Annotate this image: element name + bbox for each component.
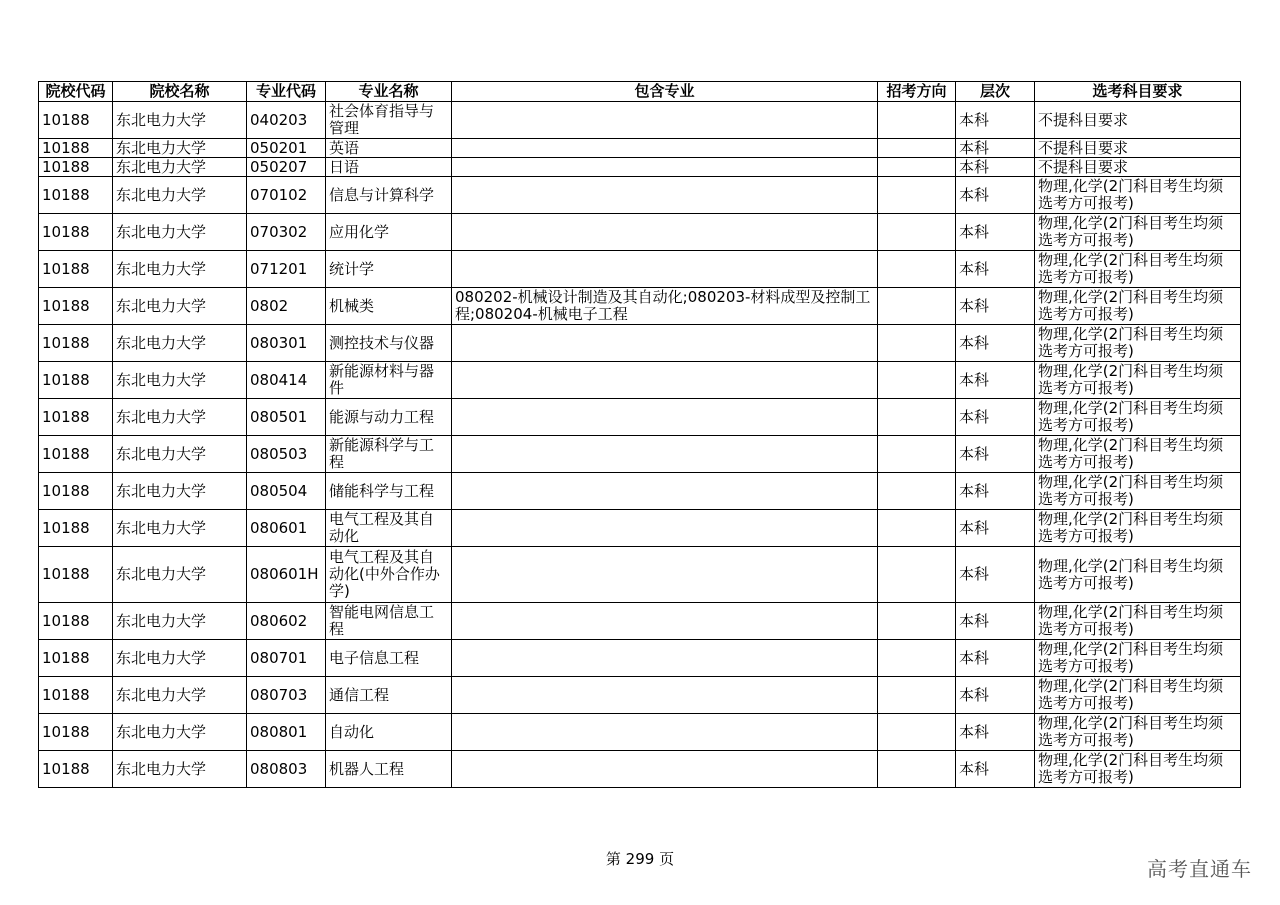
cell-school-name: 东北电力大学 [113, 399, 247, 436]
cell-included-majors [452, 102, 878, 139]
cell-direction [878, 603, 956, 640]
table-row [39, 473, 1241, 510]
cell-major-code: 070102 [247, 177, 326, 214]
cell-school-name: 东北电力大学 [113, 251, 247, 288]
header-school-code: 院校代码 [39, 82, 113, 102]
header-major-name: 专业名称 [326, 82, 452, 102]
cell-direction [878, 473, 956, 510]
cell-school-name: 东北电力大学 [113, 288, 247, 325]
header-school-name: 院校名称 [113, 82, 247, 102]
cell-direction [878, 399, 956, 436]
cell-subject-requirement: 物理,化学(2门科目考生均须选考方可报考) [1035, 362, 1241, 399]
cell-school-name: 东北电力大学 [113, 640, 247, 677]
header-major-code: 专业代码 [247, 82, 326, 102]
cell-school-name: 东北电力大学 [113, 214, 247, 251]
table-row [39, 251, 1241, 288]
table-row [39, 177, 1241, 214]
cell-major-name: 社会体育指导与管理 [326, 102, 452, 139]
table-row [39, 288, 1241, 325]
cell-direction [878, 177, 956, 214]
cell-direction [878, 362, 956, 399]
cell-subject-requirement: 物理,化学(2门科目考生均须选考方可报考) [1035, 399, 1241, 436]
table-row [39, 510, 1241, 547]
cell-major-code: 080301 [247, 325, 326, 362]
cell-level: 本科 [956, 677, 1035, 714]
cell-school-code: 10188 [39, 603, 113, 640]
cell-subject-requirement: 不提科目要求 [1035, 158, 1241, 177]
cell-major-code: 080501 [247, 399, 326, 436]
cell-subject-requirement: 物理,化学(2门科目考生均须选考方可报考) [1035, 473, 1241, 510]
cell-school-code: 10188 [39, 139, 113, 158]
cell-direction [878, 102, 956, 139]
cell-major-name: 储能科学与工程 [326, 473, 452, 510]
cell-level: 本科 [956, 158, 1035, 177]
cell-major-code: 080504 [247, 473, 326, 510]
cell-major-code: 080803 [247, 751, 326, 788]
cell-subject-requirement: 物理,化学(2门科目考生均须选考方可报考) [1035, 177, 1241, 214]
cell-school-name: 东北电力大学 [113, 510, 247, 547]
cell-subject-requirement: 物理,化学(2门科目考生均须选考方可报考) [1035, 714, 1241, 751]
cell-included-majors [452, 751, 878, 788]
cell-school-code: 10188 [39, 436, 113, 473]
cell-level: 本科 [956, 214, 1035, 251]
cell-major-code: 070302 [247, 214, 326, 251]
cell-major-name: 日语 [326, 158, 452, 177]
cell-school-code: 10188 [39, 714, 113, 751]
cell-subject-requirement: 物理,化学(2门科目考生均须选考方可报考) [1035, 251, 1241, 288]
cell-school-code: 10188 [39, 325, 113, 362]
cell-level: 本科 [956, 510, 1035, 547]
table-row [39, 158, 1241, 177]
cell-major-code: 080703 [247, 677, 326, 714]
table-row [39, 436, 1241, 473]
cell-major-name: 新能源科学与工程 [326, 436, 452, 473]
cell-major-name: 应用化学 [326, 214, 452, 251]
cell-subject-requirement: 物理,化学(2门科目考生均须选考方可报考) [1035, 547, 1241, 603]
cell-school-name: 东北电力大学 [113, 362, 247, 399]
cell-level: 本科 [956, 603, 1035, 640]
table-row [39, 751, 1241, 788]
table-row [39, 214, 1241, 251]
cell-included-majors [452, 177, 878, 214]
cell-direction [878, 677, 956, 714]
cell-direction [878, 288, 956, 325]
table-row [39, 325, 1241, 362]
cell-major-code: 080601H [247, 547, 326, 603]
cell-subject-requirement: 物理,化学(2门科目考生均须选考方可报考) [1035, 325, 1241, 362]
cell-school-name: 东北电力大学 [113, 325, 247, 362]
cell-included-majors [452, 640, 878, 677]
cell-major-code: 080601 [247, 510, 326, 547]
table-row [39, 603, 1241, 640]
cell-level: 本科 [956, 547, 1035, 603]
cell-included-majors [452, 362, 878, 399]
cell-direction [878, 751, 956, 788]
cell-included-majors [452, 325, 878, 362]
header-row [39, 82, 1241, 102]
cell-major-name: 信息与计算科学 [326, 177, 452, 214]
cell-school-name: 东北电力大学 [113, 547, 247, 603]
cell-direction [878, 714, 956, 751]
cell-level: 本科 [956, 288, 1035, 325]
page-number: 第 299 页 [605, 850, 675, 868]
cell-school-code: 10188 [39, 362, 113, 399]
cell-subject-requirement: 物理,化学(2门科目考生均须选考方可报考) [1035, 751, 1241, 788]
cell-major-name: 电子信息工程 [326, 640, 452, 677]
table-row [39, 640, 1241, 677]
cell-school-name: 东北电力大学 [113, 139, 247, 158]
table-row [39, 362, 1241, 399]
cell-major-code: 080414 [247, 362, 326, 399]
cell-major-name: 新能源材料与器件 [326, 362, 452, 399]
cell-major-code: 0802 [247, 288, 326, 325]
cell-school-name: 东北电力大学 [113, 177, 247, 214]
cell-level: 本科 [956, 177, 1035, 214]
cell-included-majors [452, 714, 878, 751]
header-included-majors: 包含专业 [452, 82, 878, 102]
cell-school-name: 东北电力大学 [113, 158, 247, 177]
cell-school-name: 东北电力大学 [113, 751, 247, 788]
table-row [39, 677, 1241, 714]
cell-major-code: 080503 [247, 436, 326, 473]
cell-level: 本科 [956, 362, 1035, 399]
cell-level: 本科 [956, 251, 1035, 288]
cell-included-majors [452, 139, 878, 158]
cell-subject-requirement: 物理,化学(2门科目考生均须选考方可报考) [1035, 603, 1241, 640]
cell-direction [878, 436, 956, 473]
header-direction: 招考方向 [878, 82, 956, 102]
header-subject-requirement: 选考科目要求 [1035, 82, 1241, 102]
cell-major-code: 050201 [247, 139, 326, 158]
cell-included-majors [452, 510, 878, 547]
cell-school-code: 10188 [39, 473, 113, 510]
cell-subject-requirement: 不提科目要求 [1035, 102, 1241, 139]
table-row [39, 399, 1241, 436]
cell-subject-requirement: 物理,化学(2门科目考生均须选考方可报考) [1035, 288, 1241, 325]
cell-direction [878, 640, 956, 677]
cell-school-code: 10188 [39, 177, 113, 214]
cell-school-code: 10188 [39, 547, 113, 603]
cell-school-name: 东北电力大学 [113, 436, 247, 473]
cell-school-code: 10188 [39, 751, 113, 788]
cell-school-code: 10188 [39, 510, 113, 547]
cell-level: 本科 [956, 473, 1035, 510]
cell-direction [878, 214, 956, 251]
cell-included-majors [452, 436, 878, 473]
cell-school-name: 东北电力大学 [113, 102, 247, 139]
cell-school-code: 10188 [39, 399, 113, 436]
cell-major-name: 电气工程及其自动化 [326, 510, 452, 547]
cell-direction [878, 139, 956, 158]
cell-major-name: 通信工程 [326, 677, 452, 714]
cell-school-code: 10188 [39, 288, 113, 325]
cell-school-name: 东北电力大学 [113, 473, 247, 510]
cell-level: 本科 [956, 102, 1035, 139]
cell-school-name: 东北电力大学 [113, 677, 247, 714]
cell-included-majors: 080202-机械设计制造及其自动化;080203-材料成型及控制工程;080204-机械电子工程 [452, 288, 878, 325]
cell-major-code: 040203 [247, 102, 326, 139]
cell-major-code: 080701 [247, 640, 326, 677]
cell-level: 本科 [956, 139, 1035, 158]
cell-major-name: 英语 [326, 139, 452, 158]
cell-included-majors [452, 399, 878, 436]
cell-major-name: 机械类 [326, 288, 452, 325]
cell-included-majors [452, 158, 878, 177]
cell-direction [878, 547, 956, 603]
cell-major-name: 统计学 [326, 251, 452, 288]
cell-school-code: 10188 [39, 677, 113, 714]
cell-school-name: 东北电力大学 [113, 603, 247, 640]
cell-subject-requirement: 物理,化学(2门科目考生均须选考方可报考) [1035, 214, 1241, 251]
cell-level: 本科 [956, 751, 1035, 788]
cell-included-majors [452, 214, 878, 251]
cell-direction [878, 325, 956, 362]
cell-school-code: 10188 [39, 158, 113, 177]
watermark: 高考直通车 [1147, 857, 1252, 881]
cell-level: 本科 [956, 640, 1035, 677]
cell-level: 本科 [956, 436, 1035, 473]
cell-major-name: 能源与动力工程 [326, 399, 452, 436]
cell-level: 本科 [956, 325, 1035, 362]
cell-major-name: 智能电网信息工程 [326, 603, 452, 640]
cell-school-name: 东北电力大学 [113, 714, 247, 751]
admission-table [38, 81, 1241, 788]
cell-direction [878, 158, 956, 177]
cell-school-code: 10188 [39, 251, 113, 288]
table-row [39, 714, 1241, 751]
cell-subject-requirement: 不提科目要求 [1035, 139, 1241, 158]
cell-direction [878, 251, 956, 288]
table-row [39, 547, 1241, 603]
cell-included-majors [452, 473, 878, 510]
cell-level: 本科 [956, 714, 1035, 751]
cell-included-majors [452, 603, 878, 640]
cell-school-code: 10188 [39, 214, 113, 251]
cell-major-name: 测控技术与仪器 [326, 325, 452, 362]
table-row [39, 102, 1241, 139]
cell-direction [878, 510, 956, 547]
cell-major-name: 自动化 [326, 714, 452, 751]
cell-major-code: 080801 [247, 714, 326, 751]
cell-subject-requirement: 物理,化学(2门科目考生均须选考方可报考) [1035, 510, 1241, 547]
cell-major-name: 机器人工程 [326, 751, 452, 788]
cell-school-code: 10188 [39, 640, 113, 677]
cell-included-majors [452, 677, 878, 714]
cell-subject-requirement: 物理,化学(2门科目考生均须选考方可报考) [1035, 640, 1241, 677]
cell-major-code: 080602 [247, 603, 326, 640]
cell-included-majors [452, 251, 878, 288]
cell-level: 本科 [956, 399, 1035, 436]
cell-subject-requirement: 物理,化学(2门科目考生均须选考方可报考) [1035, 436, 1241, 473]
table-row [39, 139, 1241, 158]
cell-major-code: 071201 [247, 251, 326, 288]
header-level: 层次 [956, 82, 1035, 102]
cell-subject-requirement: 物理,化学(2门科目考生均须选考方可报考) [1035, 677, 1241, 714]
cell-included-majors [452, 547, 878, 603]
cell-major-code: 050207 [247, 158, 326, 177]
cell-school-code: 10188 [39, 102, 113, 139]
cell-major-name: 电气工程及其自动化(中外合作办学) [326, 547, 452, 603]
